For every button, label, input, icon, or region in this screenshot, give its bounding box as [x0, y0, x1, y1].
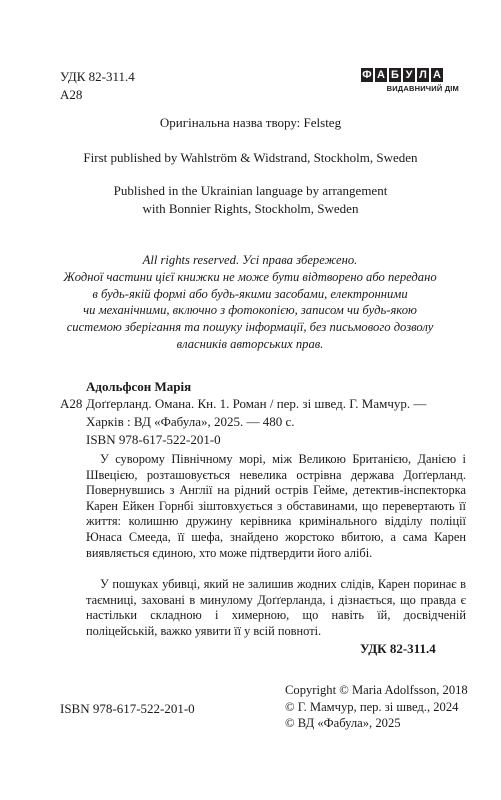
- logo-letter: А: [431, 68, 443, 82]
- author-sign-code-top: А28: [60, 87, 83, 102]
- isbn-bottom: ISBN 978-617-522-201-0: [60, 701, 195, 716]
- rights-line: Жодної частини цієї книжки не може бути відтворено або передано: [63, 269, 437, 284]
- rights-line: власників авторських прав.: [176, 336, 324, 351]
- udk-code-top: УДК 82-311.4: [60, 69, 135, 84]
- logo-letter: А: [375, 68, 387, 82]
- arrangement-line: Published in the Ukrainian language by arrangement: [113, 183, 388, 198]
- copyright-line: © ВД «Фабула», 2025: [285, 716, 401, 731]
- rights-line: чи механічними, включно з фотокопією, записом чи будь-якою: [83, 303, 417, 318]
- logo-letter: Ф: [362, 69, 372, 81]
- copyright-line: © Г. Мамчур, пер. зі швед., 2024: [285, 699, 459, 714]
- rights-line: системою зберігання та пошуку інформації, без письмового дозволу: [66, 320, 434, 335]
- annotation-paragraph: У суворому Північному морі, між Великою Британією, Данією і Швецією, розташовується невелика острівна держава Доґґерланд. Повернувшись з Англії на рідний острів Гейме, детектив-інспекторка Карен Ейкен Горнбі зіштовхується з обставинами, що перевертають її життя: колишню дружину керівника кримінального відділу поліції Юнаса Смееда, її шефа, знайдено жорстоко вбитою, а сама Карен виявляється єдиною, хто може підтвердити його алібі.: [86, 452, 466, 560]
- arrangement-line: with Bonnier Rights, Stockholm, Sweden: [142, 201, 359, 216]
- rights-line: All rights reserved. Усі права збережено.: [142, 253, 358, 267]
- logo-letter: Л: [417, 68, 429, 82]
- first-published-line: First published by Wahlström & Widstrand, Stockholm, Sweden: [83, 150, 418, 165]
- publisher-logo: [361, 68, 459, 93]
- catalog-author: Адольфсон Марія: [86, 379, 192, 394]
- biblio-isbn: ISBN 978-617-522-201-0: [86, 432, 221, 447]
- logo-subtitle: ВИДАВНИЧИЙ ДІМ: [386, 84, 459, 93]
- rights-line: в будь-якій формі або будь-якими засобами, електронними: [92, 286, 408, 301]
- catalog-author-sign: А28: [60, 396, 83, 411]
- catalog-udk: УДК 82-311.4: [360, 641, 436, 656]
- logo-letters: [361, 68, 459, 82]
- biblio-line: Доґґерланд. Омана. Кн. 1. Роман / пер. зі швед. Г. Мамчур. —: [86, 396, 427, 411]
- logo-letter: Б: [389, 68, 401, 82]
- rights-notice: [40, 252, 460, 353]
- biblio-line: Харків : ВД «Фабула», 2025. — 480 с.: [86, 414, 295, 429]
- annotation-paragraph: У пошуках убивці, який не залишив жодних слідів, Карен поринає в таємниці, заховані в минулому Доґґерланда, і дізнається, що правда є настільки складною і химерною, що навіть їй, досвідченій поліцейській, важко уявити її у всій повноті.: [86, 577, 466, 638]
- copyright-line: Copyright © Maria Adolfsson, 2018: [285, 683, 468, 697]
- logo-letter: У: [403, 68, 415, 82]
- catalog-biblio: [86, 395, 426, 449]
- original-title-line: Оригінальна назва твору: Felsteg: [159, 115, 342, 130]
- copyright-block: [285, 682, 468, 732]
